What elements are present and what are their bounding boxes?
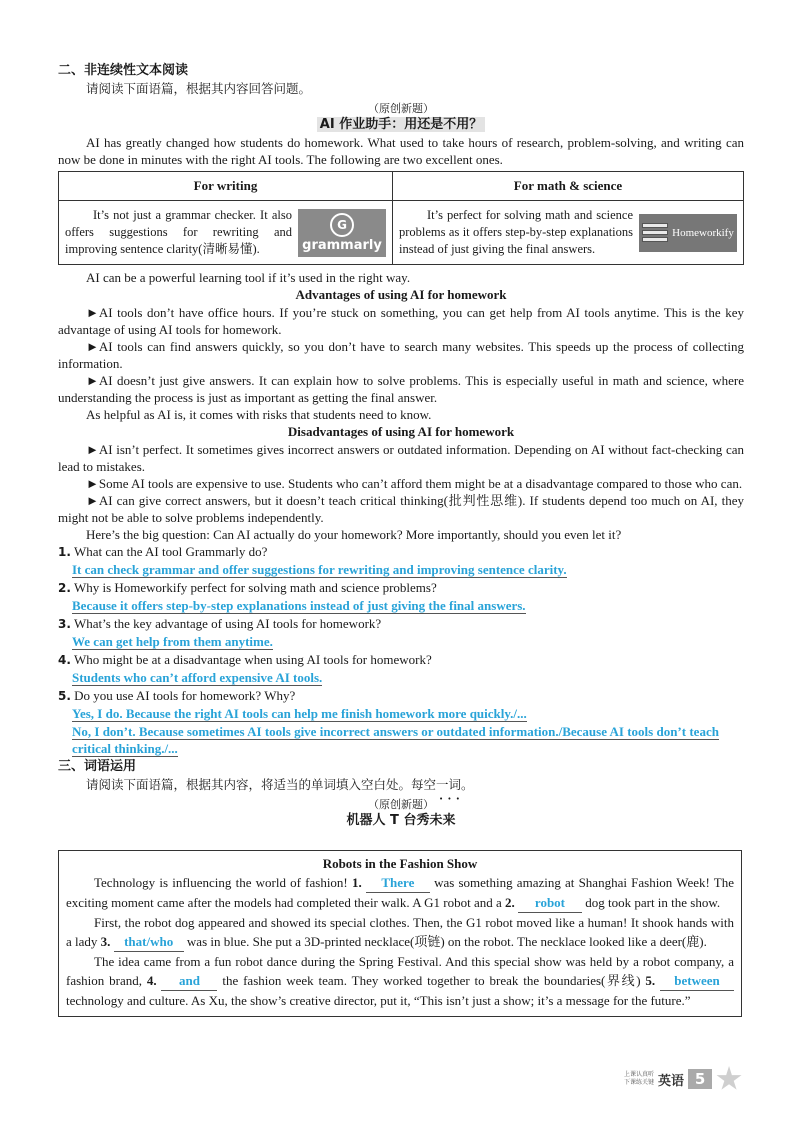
homeworkify-description: It’s perfect for solving math and science problems as it offers step-by-step explanations instead of just giving the final answers. [399, 208, 633, 256]
question-item: 3. What’s the key advantage of using AI tools for homework? [58, 616, 382, 631]
blank-2: robot [518, 893, 582, 913]
answer-item: No, I don’t. Because sometimes AI tools give incorrect answers or outdated information./Because AI tools don’t teach critical thinking./... [72, 724, 719, 756]
answer-item: It can check grammar and offer suggestions for rewriting and improving sentence clarity. [72, 562, 567, 577]
table-cell-writing [59, 201, 393, 265]
advantage-item: ►AI tools don’t have office hours. If you’re stuck on something, you can get help from AI tools anytime. This is the key advantage of using AI tools for homework. [58, 305, 744, 337]
question-item: 4. Who might be at a disadvantage when using AI tools for homework? [58, 652, 432, 667]
blank-4: and [161, 971, 217, 991]
risks-paragraph: As helpful as AI is, it comes with risks that students need to know. [86, 407, 432, 422]
emphasis-dots: 每空一词 • • • • [411, 777, 461, 792]
section-2-heading: 二、非连续性文本阅读 [58, 63, 189, 78]
section-3-instruction: 请阅读下面语篇，根据其内容，将适当的单词填入空白处。每空一词 • • • •。 [58, 776, 744, 794]
article-title: AI 作业助手：用还是不用？ [58, 116, 744, 134]
disadvantage-item: ►Some AI tools are expensive to use. Students who can’t afford them might be at a disadvantage compared to those who can. [86, 476, 743, 491]
table-cell-math [393, 201, 744, 265]
answer-item: Students who can’t afford expensive AI tools. [72, 670, 323, 685]
advantage-item: ►AI tools can find answers quickly, so you don’t have to search many websites. This speeds up the process of collecting information. [58, 339, 744, 371]
answer-item: Yes, I do. Because the right AI tools can help me finish homework more quickly./... [72, 706, 527, 721]
star-icon [716, 1066, 742, 1092]
cloze-paragraph: First, the robot dog appeared and showed its special clothes. Then, the G1 robot moved like a human! It shook hands with a lady 3. that/who was in blue. She put a 3D-printed necklace(项链) on the robot. The necklace looked like a deer(鹿). [66, 913, 734, 952]
grammarly-description: It’s not just a grammar checker. It also offers suggestions for rewriting and improving sentence clarity(清晰易懂). [65, 208, 292, 256]
answer-item: Because it offers step-by-step explanations instead of just giving the final answers. [72, 598, 526, 613]
grammarly-logo [298, 209, 386, 257]
grammarly-logo-text: grammarly [302, 237, 382, 253]
blank-1: There [366, 873, 430, 893]
question-item: 5. Do you use AI tools for homework? Why? [58, 688, 296, 703]
ai-tools-table [58, 171, 744, 265]
intro-paragraph: AI has greatly changed how students do homework. What used to take hours of research, problem-solving, and writing can now be done in minutes with the right AI tools. The following are two excellent ones. [58, 135, 744, 167]
grammarly-g-icon: G [330, 213, 354, 237]
big-question-paragraph: Here’s the big question: Can AI actually do your homework? More importantly, should you even let it? [86, 527, 622, 542]
books-icon [642, 223, 668, 243]
footer-slogan: 上课认真听 下课练关键 [624, 1071, 655, 1086]
homeworkify-logo-text: Homeworkify [672, 226, 734, 239]
subject-label: 英语 [658, 1073, 685, 1089]
answer-item: We can get help from them anytime. [72, 634, 273, 649]
advantage-item: ►AI doesn’t just give answers. It can explain how to solve problems. This is especially useful in math and science, where understanding the process is just as important as getting the final answer. [58, 373, 744, 405]
source-note: （原创新题） [368, 102, 434, 115]
cloze-title: 机器人 T 台秀未来 [346, 813, 456, 828]
disadvantages-heading: Disadvantages of using AI for homework [287, 424, 515, 439]
question-item: 2. Why is Homeworkify perfect for solving math and science problems? [58, 580, 437, 595]
section-3-heading: 三、词语运用 [58, 759, 137, 774]
source-note: （原创新题） [368, 798, 434, 811]
blank-5: between [660, 971, 734, 991]
question-list [58, 543, 744, 757]
advantages-heading: Advantages of using AI for homework [295, 287, 507, 302]
cloze-paragraph: Technology is influencing the world of fashion! 1. There was something amazing at Shanghai Fashion Week! The exciting moment came after the models had completed their walk. A G1 robot and a 2. robot dog took part in the show. [66, 873, 734, 913]
page-footer [624, 1066, 742, 1092]
homeworkify-logo [639, 214, 737, 252]
table-head-writing: For writing [59, 172, 393, 201]
section-2-instruction: 请阅读下面语篇，根据其内容回答问题。 [86, 81, 312, 96]
cloze-paragraph: The idea came from a fun robot dance during the Spring Festival. And this special show was held by a robot company, a fashion brand, 4. and the fashion week team. They worked together to break the boundaries(界线) 5. between technology and culture. As Xu, the show’s creative director, put it, “This isn’t just a show; it’s a message for the future.” [66, 954, 734, 1008]
cloze-box [58, 850, 742, 1017]
table-head-math: For math & science [393, 172, 744, 201]
blank-3: that/who [114, 932, 184, 952]
disadvantage-item: ►AI can give correct answers, but it doesn’t teach critical thinking(批判性思维). If students depend too much on AI, they might not be able to solve problems independently. [58, 493, 744, 525]
section-2 [58, 62, 744, 830]
learning-tool-paragraph: AI can be a powerful learning tool if it’s used in the right way. [86, 270, 411, 285]
story-title: Robots in the Fashion Show [322, 856, 478, 871]
disadvantage-item: ►AI isn’t perfect. It sometimes gives incorrect answers or outdated information. Depending on AI without fact-checking can lead to mistakes. [58, 442, 744, 474]
question-item: 1. What can the AI tool Grammarly do? [58, 544, 268, 559]
page-number: 5 [688, 1069, 712, 1089]
